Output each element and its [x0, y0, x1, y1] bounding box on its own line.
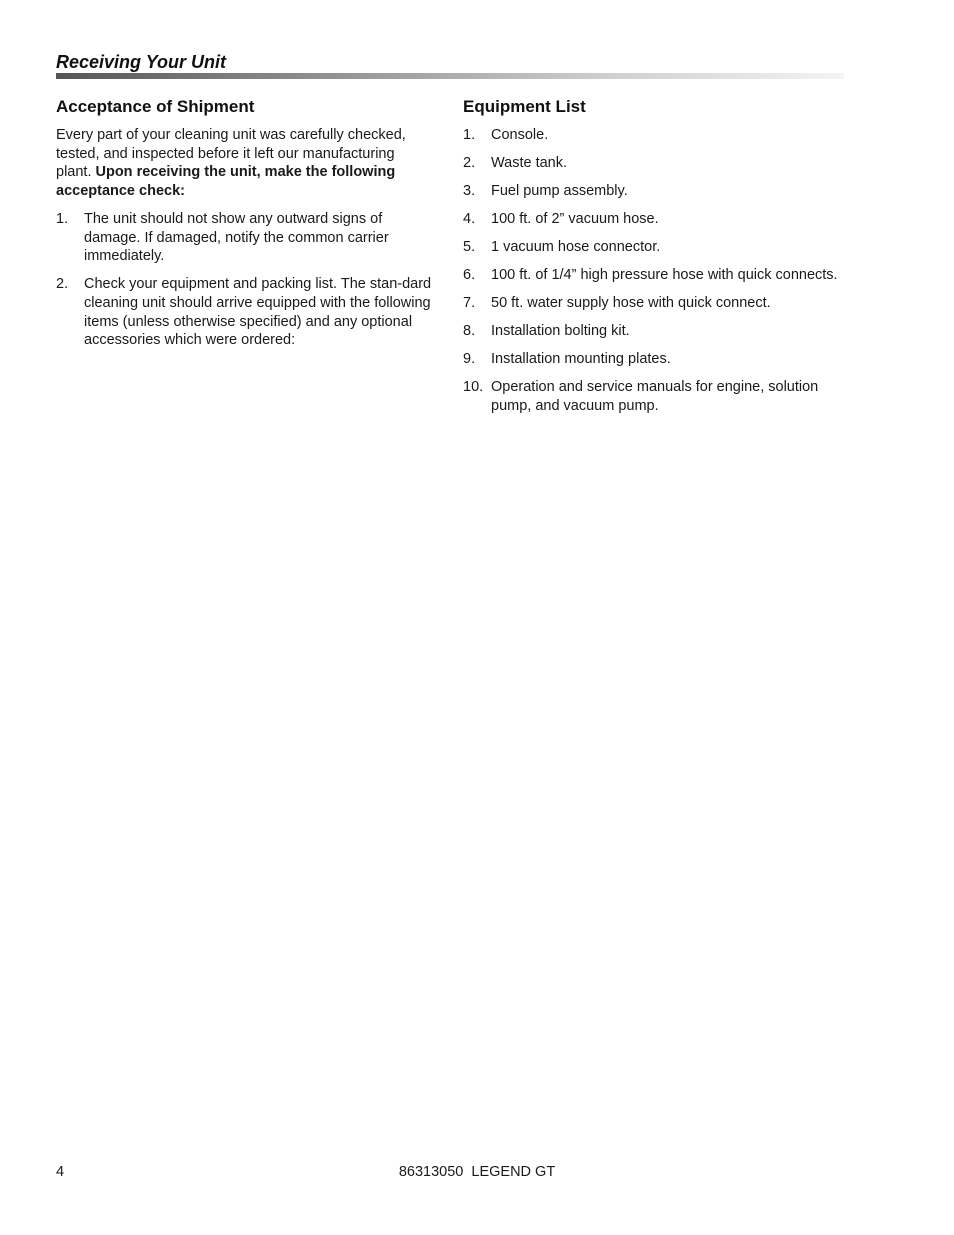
list-item [463, 210, 848, 229]
list-item-number: 7. [463, 295, 476, 311]
list-item [463, 322, 848, 341]
list-item-number: 4. [463, 211, 476, 227]
list-item [463, 238, 848, 257]
list-item [463, 294, 848, 313]
acceptance-list [56, 210, 434, 350]
list-item-text: Console. [491, 127, 549, 143]
acceptance-intro-text: Every part of your cleaning unit was carefully checked, tested, and inspected before it left our manufacturing plant. [56, 127, 406, 181]
list-item-number: 1. [56, 210, 69, 227]
list-item [463, 266, 848, 285]
list-item [463, 126, 848, 145]
list-item-text: Waste tank. [491, 155, 568, 171]
acceptance-intro-bold: Upon receiving the unit, make the following acceptance check: [56, 164, 396, 200]
list-item [463, 350, 848, 369]
list-item-number: 2. [56, 276, 69, 293]
document-id: 86313050 LEGEND GT [398, 1164, 556, 1180]
list-item [463, 182, 848, 201]
list-item-text: 50 ft. water supply hose with quick connect. [491, 295, 771, 311]
acceptance-heading: Acceptance of Shipment [56, 97, 255, 116]
list-item-number: 8. [463, 323, 476, 339]
section-title: Receiving Your Unit [56, 52, 227, 72]
list-item [463, 154, 848, 173]
list-item [56, 210, 434, 266]
list-item-text: 100 ft. of 1/4” high pressure hose with quick connects. [491, 267, 838, 283]
equipment-column [463, 96, 848, 425]
list-item-number: 6. [463, 267, 476, 283]
list-item-number: 1. [463, 127, 476, 143]
list-item-text: 1 vacuum hose connector. [491, 239, 661, 255]
list-item-text: Check your equipment and packing list. The stan-dard cleaning unit should arrive equipped with the following items (unless otherwise specified) and any optional accessories which were ordered: [84, 276, 432, 349]
page-number: 4 [56, 1164, 65, 1180]
list-item-text: The unit should not show any outward signs of damage. If damaged, notify the common carrier immediately. [84, 210, 389, 265]
list-item-text: 100 ft. of 2” vacuum hose. [491, 211, 659, 227]
list-item-number: 10. [463, 379, 484, 395]
equipment-heading: Equipment List [463, 97, 586, 116]
list-item [56, 275, 434, 350]
list-item [463, 378, 848, 415]
acceptance-intro [56, 126, 434, 201]
list-item-number: 9. [463, 351, 476, 367]
equipment-list [463, 126, 848, 415]
list-item-text: Fuel pump assembly. [491, 183, 628, 199]
list-item-number: 2. [463, 155, 476, 171]
list-item-text: Installation bolting kit. [491, 323, 630, 339]
list-item-number: 3. [463, 183, 476, 199]
acceptance-column [56, 96, 434, 359]
list-item-text: Operation and service manuals for engine, solution pump, and vacuum pump. [491, 379, 819, 414]
list-item-text: Installation mounting plates. [491, 351, 671, 367]
page-header [56, 51, 844, 79]
header-rule [56, 73, 844, 79]
list-item-number: 5. [463, 239, 476, 255]
